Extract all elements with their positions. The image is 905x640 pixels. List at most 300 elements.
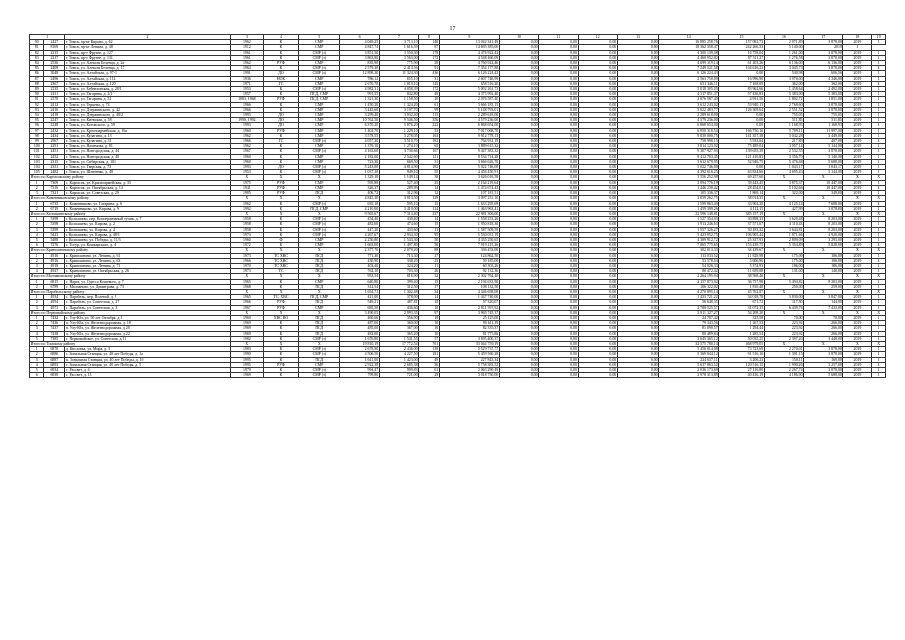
table-cell: 5 423 052,75 [659,232,719,237]
table-cell: К [263,227,298,232]
table-cell: 0,00 [617,305,658,310]
table-cell: 2019 [843,253,872,258]
table-cell: СМР (з) [299,50,340,55]
address-cell: с. Парабель, ул. Советская, д. 27 [65,300,231,305]
table-cell: 2 [30,300,44,305]
table-cell: 8 203,00 [804,279,843,284]
table-cell: 3 626 016,58 [439,175,499,180]
table-cell: К [263,336,298,341]
table-cell: 1 [872,87,886,92]
table-cell: 1 810,48 [719,284,765,289]
subtotal-label: Итого по Кривошеинскому району [30,248,231,253]
table-cell: 0,00 [539,357,578,362]
table-cell: 0,00 [499,170,538,175]
column-number: 17 [804,35,843,40]
table-cell: 3 878,00 [804,50,843,55]
table-cell: X [299,196,340,201]
table-cell: СМР (з) [299,373,340,378]
table-cell: X [764,310,803,315]
table-cell: X [843,274,872,279]
table-cell: 0,00 [499,321,538,326]
table-cell: 1966 [230,102,263,107]
table-cell: 1 663,00 [340,243,379,248]
table-cell: 2019 [843,133,872,138]
table-cell: 2019 [843,347,872,352]
table-cell: 430,90 [340,258,379,263]
table-cell: 4971 [44,305,65,310]
table-cell: СМР (з) [299,368,340,373]
table-cell: ПСД [299,357,340,362]
table-cell: 1973 [230,253,263,258]
table-cell: 83 962,66 [719,87,765,92]
table-cell: 1 851,00 [804,97,843,102]
table-cell: 0,00 [539,289,578,294]
table-cell: 5 243,00 [340,165,379,170]
table-cell: 6 126 224,43 [439,71,499,76]
address-cell: г. Томск, ул. Новгородская, д. 44 [65,149,231,154]
table-cell: 91 516,16 [719,352,765,357]
table-cell: 0,00 [578,123,617,128]
table-cell: 4 227,50 [379,352,418,357]
table-cell: РУФ [263,128,298,133]
address-cell: с. Кривошеино, ул. Ленина, д. 63 [65,258,231,263]
table-cell: К [263,201,298,206]
table-cell: 31 072,35 [719,305,765,310]
address-cell: с. Кривошеино, ул. Ленина, д. 61 [65,253,231,258]
table-cell: X [804,196,843,201]
table-cell: 0,00 [499,269,538,274]
address-cell: г. Томск, ул. Киевская, д. 58 [65,118,231,123]
table-cell: 175,00 [764,258,803,263]
table-cell: 685,50 [340,305,379,310]
table-cell: 13 [419,227,440,232]
table-cell: 1971 [230,81,263,86]
table-cell: 3 018 750,00 [439,373,499,378]
table-cell: 2 685,38 [379,362,418,367]
table-cell: 0,00 [539,196,578,201]
table-cell: 79 343,56 [659,321,719,326]
table-cell: 1 [872,55,886,60]
table-cell: СМР (з) [299,352,340,357]
table-cell: 5 758 383,52 [439,362,499,367]
column-number: 1 [30,35,65,40]
table-cell: СМР (з) [299,227,340,232]
column-number: 10 [499,35,538,40]
table-cell: СМР [299,123,340,128]
table-cell: 0,00 [617,128,658,133]
table-cell: 2 809,09 [764,237,803,242]
table-cell: 83 [30,55,44,60]
table-cell: 0,00 [539,300,578,305]
table-cell: 2019 [843,118,872,123]
table-cell: 0,00 [617,227,658,232]
table-cell: 1 276,58 [764,55,803,60]
table-cell: 5 459 560,28 [439,352,499,357]
table-cell: 0,00 [539,113,578,118]
table-cell: К [263,45,298,50]
table-cell: 140,00 [804,269,843,274]
table-cell: СМР [299,133,340,138]
table-cell: 2247 [44,118,65,123]
address-cell: г. Томск, ул. Сибирская, д. 101 [65,159,231,164]
table-cell: 0,00 [499,113,538,118]
table-cell: 0,00 [499,133,538,138]
table-cell: X [872,175,886,180]
table-cell: 25 [419,258,440,263]
table-cell: X [804,341,843,346]
table-cell: 671,72 [719,300,765,305]
table-cell: 2432 [44,128,65,133]
table-cell: 32 [419,274,440,279]
table-cell: 106 905,44 [719,232,765,237]
table-cell: 0,00 [617,159,658,164]
table-cell: 2019 [843,373,872,378]
table-cell: 1 324,20 [379,102,418,107]
table-cell: 1953 [230,87,263,92]
table-cell: X [230,274,263,279]
table-cell: 29 [419,61,440,66]
table-cell: 1 [872,139,886,144]
table-cell: 61 [419,368,440,373]
table-cell: 0,00 [539,310,578,315]
table-cell: 0,00 [499,211,538,216]
table-cell: 104 616,22 [719,66,765,71]
table-cell: 1 [872,107,886,112]
table-cell: 771,30 [340,253,379,258]
table-cell: 0,00 [499,227,538,232]
table-cell: 1 [872,81,886,86]
table-cell: 0,00 [539,139,578,144]
table-cell: 0,00 [499,357,538,362]
table-cell: 2 270,01 [764,347,803,352]
table-cell: 126 309,64 [719,107,765,112]
table-cell: 0,00 [539,185,578,190]
table-cell: 86 [30,71,44,76]
table-cell: 4927 [44,269,65,274]
table-cell: 1 [872,159,886,164]
table-cell: 1 446 230,42 [659,185,719,190]
table-cell: 3 197,70 [379,107,418,112]
table-cell: X [299,289,340,294]
table-cell: 5 383,00 [764,92,803,97]
table-cell: 2019 [843,279,872,284]
table-cell: 1969 [230,373,263,378]
table-cell: 0,00 [499,76,538,81]
table-cell: X [764,274,803,279]
table-cell: 4 058,39 [379,87,418,92]
table-cell: 0,00 [617,55,658,60]
table-cell: 5 140,00 [804,154,843,159]
table-cell: 7 314,40 [379,211,418,216]
table-cell: 2 922,38 [340,362,379,367]
table-cell: 33 044 759,19 [439,341,499,346]
table-cell: 0,00 [617,191,658,196]
table-cell: ПСД [299,263,340,268]
table-cell: 2482 [44,170,65,175]
table-cell: 0,00 [578,50,617,55]
table-cell: 0,00 [499,368,538,373]
table-cell: 34 439,67 [719,248,765,253]
table-cell: 8 203,00 [804,227,843,232]
table-cell: X [299,341,340,346]
table-cell: 6 370,20 [340,123,379,128]
table-cell: 2248 [44,123,65,128]
table-cell: 460,66 [340,315,379,320]
column-number: 3 [230,35,263,40]
table-cell: 3 419,00 [379,206,418,211]
table-cell: 1 [872,180,886,185]
table-cell: 0,00 [499,289,538,294]
address-cell: г. Томск, ул. Кулагина, д. 13 [65,133,231,138]
table-cell: 0,00 [499,300,538,305]
table-cell: 1 376,10 [340,144,379,149]
table-cell: 3 [30,357,44,362]
table-cell: 0,00 [617,331,658,336]
table-cell: 640,80 [340,279,379,284]
table-cell: 703,30 [379,269,418,274]
table-cell: СМР (з) [299,232,340,237]
table-cell: К [263,206,298,211]
table-cell: X [764,289,803,294]
table-cell: 1 043,17 [804,165,843,170]
table-cell: 1960 [230,159,263,164]
table-cell: ГС [263,81,298,86]
table-cell: 1 [872,269,886,274]
table-cell: 0,00 [539,232,578,237]
table-cell: 482,00 [340,331,379,336]
column-number: 18 [843,35,872,40]
table-cell: СМР [299,305,340,310]
table-cell: 52 946,75 [719,159,765,164]
table-cell: 2 [30,222,44,227]
address-cell: г. Томск, ул. Нахимова, д. 81 [65,144,231,149]
table-cell: 87 [30,76,44,81]
table-cell: 0,00 [499,191,538,196]
table-cell: 3 889 615,32 [439,144,499,149]
table-cell: 0,00 [539,87,578,92]
table-cell: 7 865 775,65 [659,243,719,248]
table-cell: 2019 [843,326,872,331]
table-cell: 1 869,14 [719,191,765,196]
table-cell: 0,00 [578,232,617,237]
table-cell: 9 307 927,93 [659,149,719,154]
table-cell: 34 [419,289,440,294]
address-cell: г. Томск, ул. Дзержинского, д. 42 [65,107,231,112]
table-cell: 0,00 [617,357,658,362]
table-cell: 1 [872,133,886,138]
table-cell: 312,50 [379,284,418,289]
table-cell: 949,10 [379,170,418,175]
table-cell: 1936 [230,76,263,81]
table-cell: 0,00 [578,217,617,222]
table-cell: 1965 [230,279,263,284]
table-cell: 2019 [843,362,872,367]
table-cell: 0,00 [578,45,617,50]
table-cell: 1 [872,295,886,300]
table-cell: 1 654,71 [340,289,379,294]
table-cell: 2019 [843,284,872,289]
table-cell: 32 575 780,14 [659,341,719,346]
table-cell: 0,00 [539,159,578,164]
table-cell: 14 [419,185,440,190]
table-cell: 5 144,00 [804,144,843,149]
table-cell: 1 391,15 [764,352,803,357]
table-cell: 181 [419,352,440,357]
table-cell: 2019 [804,45,843,50]
table-cell: 2 [30,258,44,263]
table-cell: 6870 [44,347,65,352]
table-cell: РУФ [263,180,298,185]
table-cell: 4 548 460,09 [439,55,499,60]
table-cell: 90 [30,92,44,97]
table-cell: 0,00 [499,149,538,154]
table-cell: 81 775,86 [439,331,499,336]
table-cell: 2215 [44,50,65,55]
table-cell: 0,00 [617,66,658,71]
table-cell: 1 [872,373,886,378]
table-cell: 1 [872,123,886,128]
table-cell: 55 [419,170,440,175]
table-cell: 0,00 [539,248,578,253]
table-cell: 2 436,00 [379,347,418,352]
table-cell: СМР [299,102,340,107]
table-cell: 1 [872,66,886,71]
table-cell: 786,12 [340,76,379,81]
table-cell: РУФ [263,362,298,367]
table-cell: 1 [872,50,886,55]
table-cell: 0,00 [578,201,617,206]
column-number: 14 [659,35,719,40]
table-cell: К [263,154,298,159]
table-cell: 0,00 [617,237,658,242]
table-cell: 0,00 [499,66,538,71]
table-cell: 302 013,33 [659,248,719,253]
table-cell: 5 876,20 [379,123,418,128]
table-cell: 0,00 [499,185,538,190]
table-cell: 0,00 [578,352,617,357]
table-cell: 2536 [44,61,65,66]
table-cell: СМР (з) [299,222,340,227]
table-cell: ТС [263,269,298,274]
table-cell: 2019 [843,50,872,55]
table-cell: 222 [419,123,440,128]
table-cell: 2331 [44,165,65,170]
table-cell: 4 695,43 [764,170,803,175]
table-cell: 3 814 123,92 [659,144,719,149]
table-cell: 430,40 [379,217,418,222]
column-number: 11 [539,35,578,40]
table-cell: X [230,341,263,346]
table-cell: 10 447,00 [804,185,843,190]
column-number: 16 [764,35,803,40]
table-cell: 39 443,45 [719,180,765,185]
table-cell: 7321 [44,191,65,196]
table-cell: 403,40 [340,263,379,268]
address-cell: с. Кривошеино, ул. Ленина, д. 71 [65,263,231,268]
capital-repair-table [29,34,886,378]
table-cell: 0,00 [539,191,578,196]
table-cell: 2570 [44,97,65,102]
table-cell: 5 369 844,12 [659,352,719,357]
table-cell: X [872,248,886,253]
table-cell: 106 322,02 [659,284,719,289]
table-cell: 73 723,69 [719,347,765,352]
table-cell: 30 183,32 [719,227,765,232]
table-cell: 4 309 912,72 [659,237,719,242]
table-cell: 6 868 654,00 [659,123,719,128]
table-cell: 1958 [230,217,263,222]
table-cell: 0,00 [617,310,658,315]
table-cell: ТС, ХВС [263,295,298,300]
table-cell: 1 [872,237,886,242]
table-cell: 5 383,00 [804,92,843,97]
table-cell: 1983 [230,347,263,352]
table-cell: 669,50 [379,159,418,164]
table-cell: 3 878,00 [804,66,843,71]
table-cell: 5 494,82 [764,279,803,284]
table-cell: 0,00 [499,81,538,86]
table-cell: 87 [419,45,440,50]
table-cell: 2 678,90 [340,347,379,352]
table-cell: 3 878,00 [804,368,843,373]
table-cell: 7437 [44,326,65,331]
table-cell: 117,50 [764,300,803,305]
table-cell: 1 [872,201,886,206]
table-cell: 18 362 358,47 [659,45,719,50]
table-cell: 0,00 [617,45,658,50]
table-cell: 2019 [843,357,872,362]
table-cell: 1 [30,295,44,300]
table-cell: 10 762,50 [340,118,379,123]
table-cell: СМР (з) [299,347,340,352]
table-cell: 5 022 483,77 [659,107,719,112]
table-cell: 1962 [230,201,263,206]
table-cell: 0,00 [578,185,617,190]
table-cell: 2019 [843,206,872,211]
table-cell: 312,96 [379,191,418,196]
table-cell: 4 125,14 [764,201,803,206]
address-cell: г. Томск, ул. Алтайская, д. 120 [65,81,231,86]
table-cell: К [263,222,298,227]
table-cell: 1 [872,102,886,107]
table-cell: 1 [872,253,886,258]
table-cell: 0,00 [499,362,538,367]
table-cell: 1 285,54 [719,331,765,336]
table-cell: 0,00 [578,154,617,159]
table-cell: 57 320,07 [439,300,499,305]
address-cell: г. Томск, пр-кт Ленина, д. 48 [65,45,231,50]
table-cell: 2 377,70 [340,248,379,253]
table-cell: 0,00 [617,341,658,346]
table-cell: 2019 [843,128,872,133]
table-cell: 4 186,90 [764,373,803,378]
table-cell: 0,00 [539,144,578,149]
table-cell: 1969 [230,321,263,326]
table-cell: 0,00 [499,248,538,253]
table-cell: 1 [872,118,886,123]
table-cell: 2 267,74 [764,368,803,373]
table-cell: 1 302,48 [379,289,418,294]
table-cell: 1 [872,315,886,320]
table-cell: 5 148 793,01 [439,107,499,112]
table-cell: 5 [30,336,44,341]
table-cell: 104 [30,165,44,170]
table-cell: 1962 [230,40,263,45]
table-cell: 10 [419,315,440,320]
table-cell: 120 516,15 [719,362,765,367]
table-cell: 1957 [230,92,263,97]
table-cell: 3 713,10 [379,40,418,45]
